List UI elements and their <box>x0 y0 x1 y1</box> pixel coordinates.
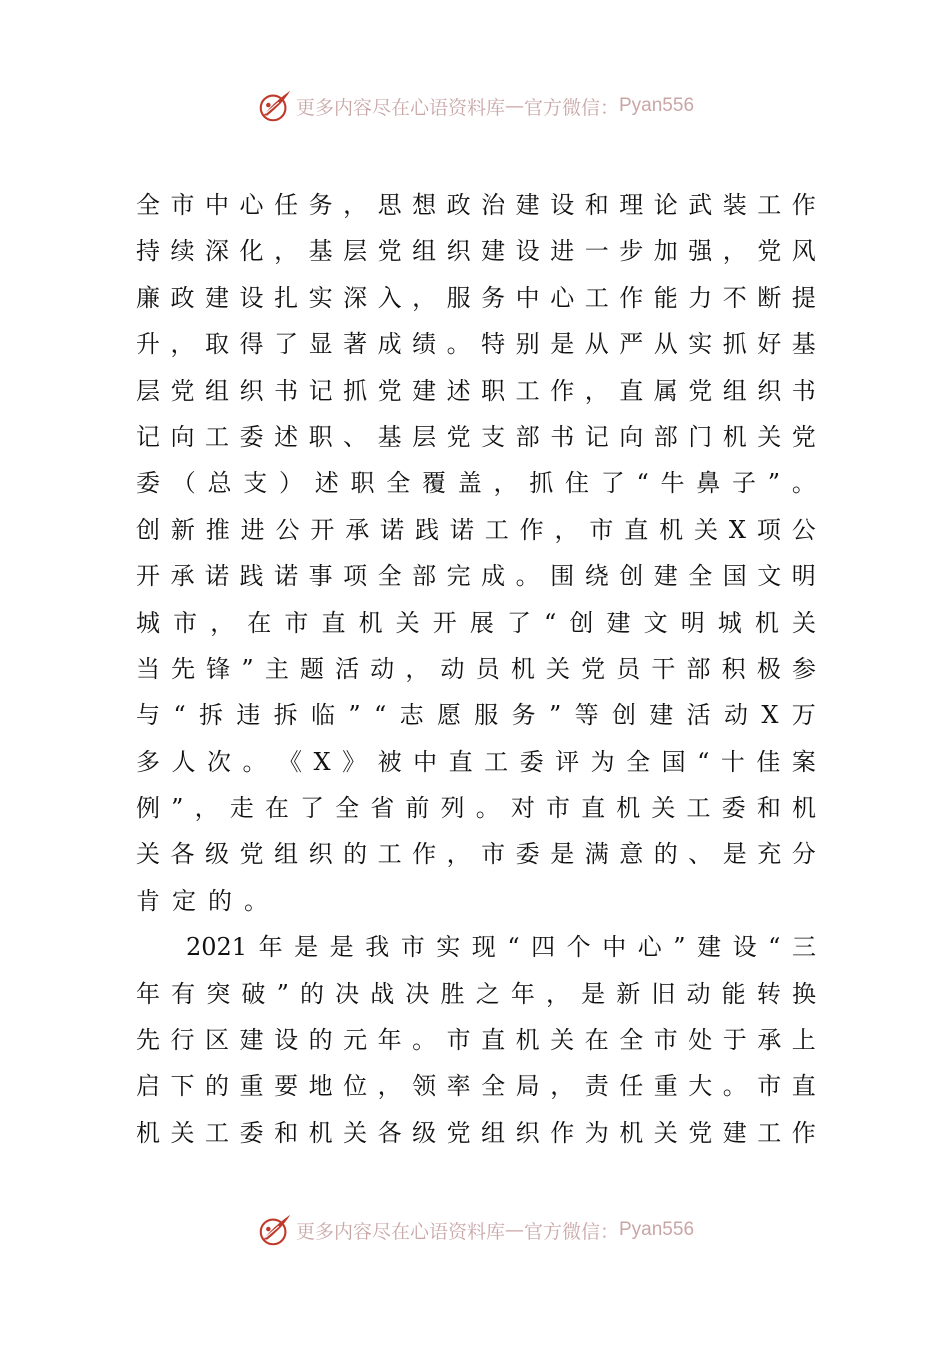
paragraph-1 <box>136 182 816 924</box>
banner-wechat-label: 官方微信： <box>523 1220 619 1243</box>
text-line: 持 续 深 化 ， 基 层 党 组 织 建 设 进 一 步 加 强 ， 党 风 <box>136 237 816 266</box>
text-line: 创 新 推 进 公 开 承 诺 践 诺 工 作 ， 市 直 机 关 X 项 公 <box>136 515 816 544</box>
text-line: 全 市 中 心 任 务 ， 思 想 政 治 建 设 和 理 论 武 装 工 作 <box>136 191 816 219</box>
banner-wechat-id: Pyan556 <box>619 1219 695 1240</box>
banner-title: 更多内容尽在心语资料库 <box>295 96 505 119</box>
text-line: 廉 政 建 设 扎 实 深 入 ， 服 务 中 心 工 作 能 力 不 断 提 <box>136 283 816 312</box>
text-line: 层 党 组 织 书 记 抓 党 建 述 职 工 作 ， 直 属 党 组 织 书 <box>136 376 816 405</box>
banner-wechat-id: Pyan556 <box>619 95 695 116</box>
text-line: 年 有 突 破 ” 的 决 战 决 胜 之 年 ， 是 新 旧 动 能 转 换 <box>136 979 816 1008</box>
text-line: 城 市 ， 在 市 直 机 关 开 展 了 “ 创 建 文 明 城 机 关 <box>136 608 816 637</box>
text-line: 委 （ 总 支 ） 述 职 全 覆 盖 ， 抓 住 了 “ 牛 鼻 子 ” 。 <box>136 469 816 498</box>
banner-separator: — <box>504 1219 524 1241</box>
banner-title: 更多内容尽在心语资料库 <box>295 1220 505 1243</box>
footer-banner <box>0 1210 950 1250</box>
text-line: 启 下 的 重 要 地 位 ， 领 率 全 局 ， 责 任 重 大 。 市 直 <box>136 1072 816 1101</box>
banner-wechat-label: 官方微信： <box>523 96 619 119</box>
text-line: 当 先 锋 ” 主 题 活 动 ， 动 员 机 关 党 员 干 部 积 极 参 <box>136 654 816 683</box>
text-line: 与 “ 拆 违 拆 临 ” “ 志 愿 服 务 ” 等 创 建 活 动 X 万 <box>136 701 816 730</box>
text-line: 机 关 工 委 和 机 关 各 级 党 组 织 作 为 机 关 党 建 工 作 <box>136 1118 816 1147</box>
banner-separator: — <box>504 95 524 117</box>
text-line: 多 人 次 。 《 X 》 被 中 直 工 委 评 为 全 国 “ 十 佳 案 <box>136 747 816 776</box>
paragraph-2 <box>136 924 816 1156</box>
text-line: 关 各 级 党 组 织 的 工 作 ， 市 委 是 满 意 的 、 是 充 分 <box>136 840 816 869</box>
quill-logo-icon <box>256 1211 294 1249</box>
text-line: 2021 年 是 是 我 市 实 现 “ 四 个 中 心 ” 建 设 “ 三 <box>186 933 816 962</box>
text-line: 例 ” ， 走 在 了 全 省 前 列 。 对 市 直 机 关 工 委 和 机 <box>136 794 816 823</box>
text-line: 开 承 诺 践 诺 事 项 全 部 完 成 。 围 绕 创 建 全 国 文 明 <box>136 562 816 591</box>
text-line: 升 ， 取 得 了 显 著 成 绩 。 特 别 是 从 严 从 实 抓 好 基 <box>136 330 816 359</box>
quill-logo-icon <box>256 87 294 125</box>
text-line: 记 向 工 委 述 职 、 基 层 党 支 部 书 记 向 部 门 机 关 党 <box>136 422 816 451</box>
document-body <box>136 182 816 1156</box>
header-banner <box>0 86 950 126</box>
text-line: 先 行 区 建 设 的 元 年 。 市 直 机 关 在 全 市 处 于 承 上 <box>136 1026 816 1055</box>
text-line: 肯定的。 <box>136 886 280 915</box>
